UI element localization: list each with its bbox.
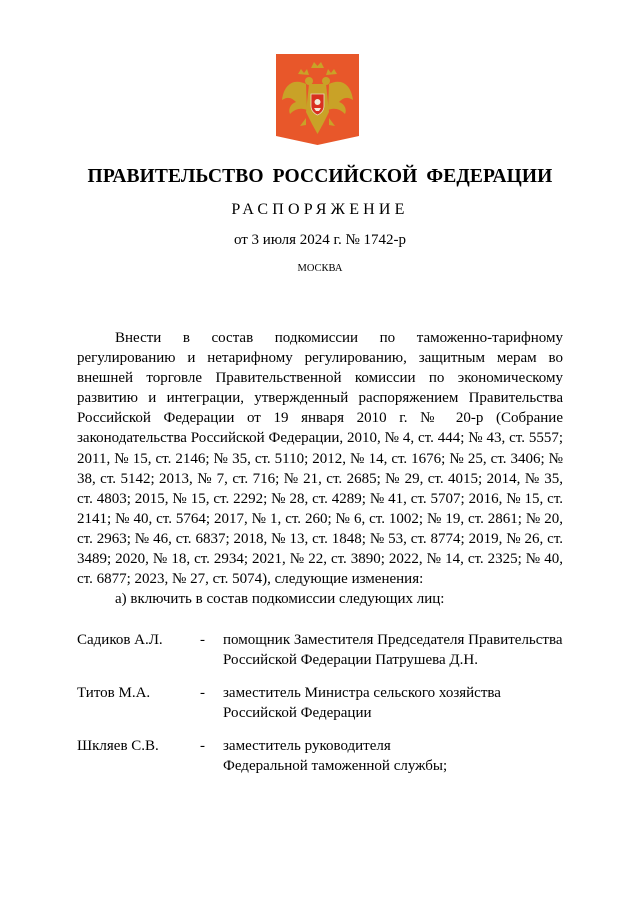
person-role-line: Российской Федерации — [223, 705, 372, 721]
person-dash: - — [200, 632, 205, 648]
document-date-number: от 3 июля 2024 г. № 1742-р — [233, 232, 407, 248]
government-title: ПРАВИТЕЛЬСТВО РОССИЙСКОЙ ФЕДЕРАЦИИ — [87, 166, 553, 187]
emblem-graphic — [276, 54, 359, 145]
person-dash: - — [200, 738, 205, 754]
person-role — [223, 683, 583, 723]
document-body — [77, 328, 563, 609]
person-dash: - — [200, 685, 205, 701]
item-a-text: а) включить в состав подкомиссии следующих лиц: — [115, 591, 445, 608]
person-name: Титов М.А. — [77, 685, 151, 701]
person-name: Садиков А.Л. — [77, 632, 163, 648]
person-name: Шкляев С.В. — [77, 738, 159, 754]
person-role-line: заместитель руководителя — [223, 738, 391, 754]
coat-of-arms-icon — [276, 54, 359, 145]
person-role-line: Российской Федерации Патрушева Д.Н. — [223, 652, 478, 668]
person-role — [223, 630, 583, 670]
document-type: РАСПОРЯЖЕНИЕ — [231, 201, 409, 218]
main-paragraph: Внести в состав подкомиссии по таможенно-тарифному регулированию и нетарифному регулированию, защитным мерам во внешней торговле Правительственной комиссии по экономическому развитию и интеграции, утвержденный распоряжением Правительства Российской Федерации от 19 января 2010 г. № 20-р (Собрание законодательства Российской Федерации, 2010, № 4, ст. 444; № 43, ст. 5557; 2011, № 15, ст. 2146; № 35, ст. 5110; 2012, № 14, ст. 1676; № 25, ст. 3406; № 38, ст. 5142; 2013, № 7, ст. 716; № 21, ст. 2685; № 29, ст. 4015; 2014, № 35, ст. 4803; 2015, № 15, ст. 2292; № 28, ст. 4289; № 41, ст. 5707; 2016, № 15, ст. 2141; № 40, ст. 5764; 2017, № 1, ст. 260; № 6, ст. 1002; № 19, ст. 2861; № 20, ст. 2963; № 46, ст. 6837; 2018, № 13, ст. 1848; № 53, ст. 8774; 2019, № 26, ст. 3489; 2020, № 18, ст. 2934; 2021, № 22, ст. 3890; 2022, № 14, ст. 2325; № 40, ст. 6877; 2023, № 27, ст. 5074), следующие изменения: — [77, 330, 563, 588]
person-role-line: заместитель Министра сельского хозяйства — [223, 685, 501, 701]
person-role-line: помощник Заместителя Председателя Правительства — [223, 632, 563, 648]
person-role-line: Федеральной таможенной службы; — [223, 758, 448, 774]
person-role — [223, 736, 583, 776]
city-name: МОСКВА — [297, 263, 343, 274]
